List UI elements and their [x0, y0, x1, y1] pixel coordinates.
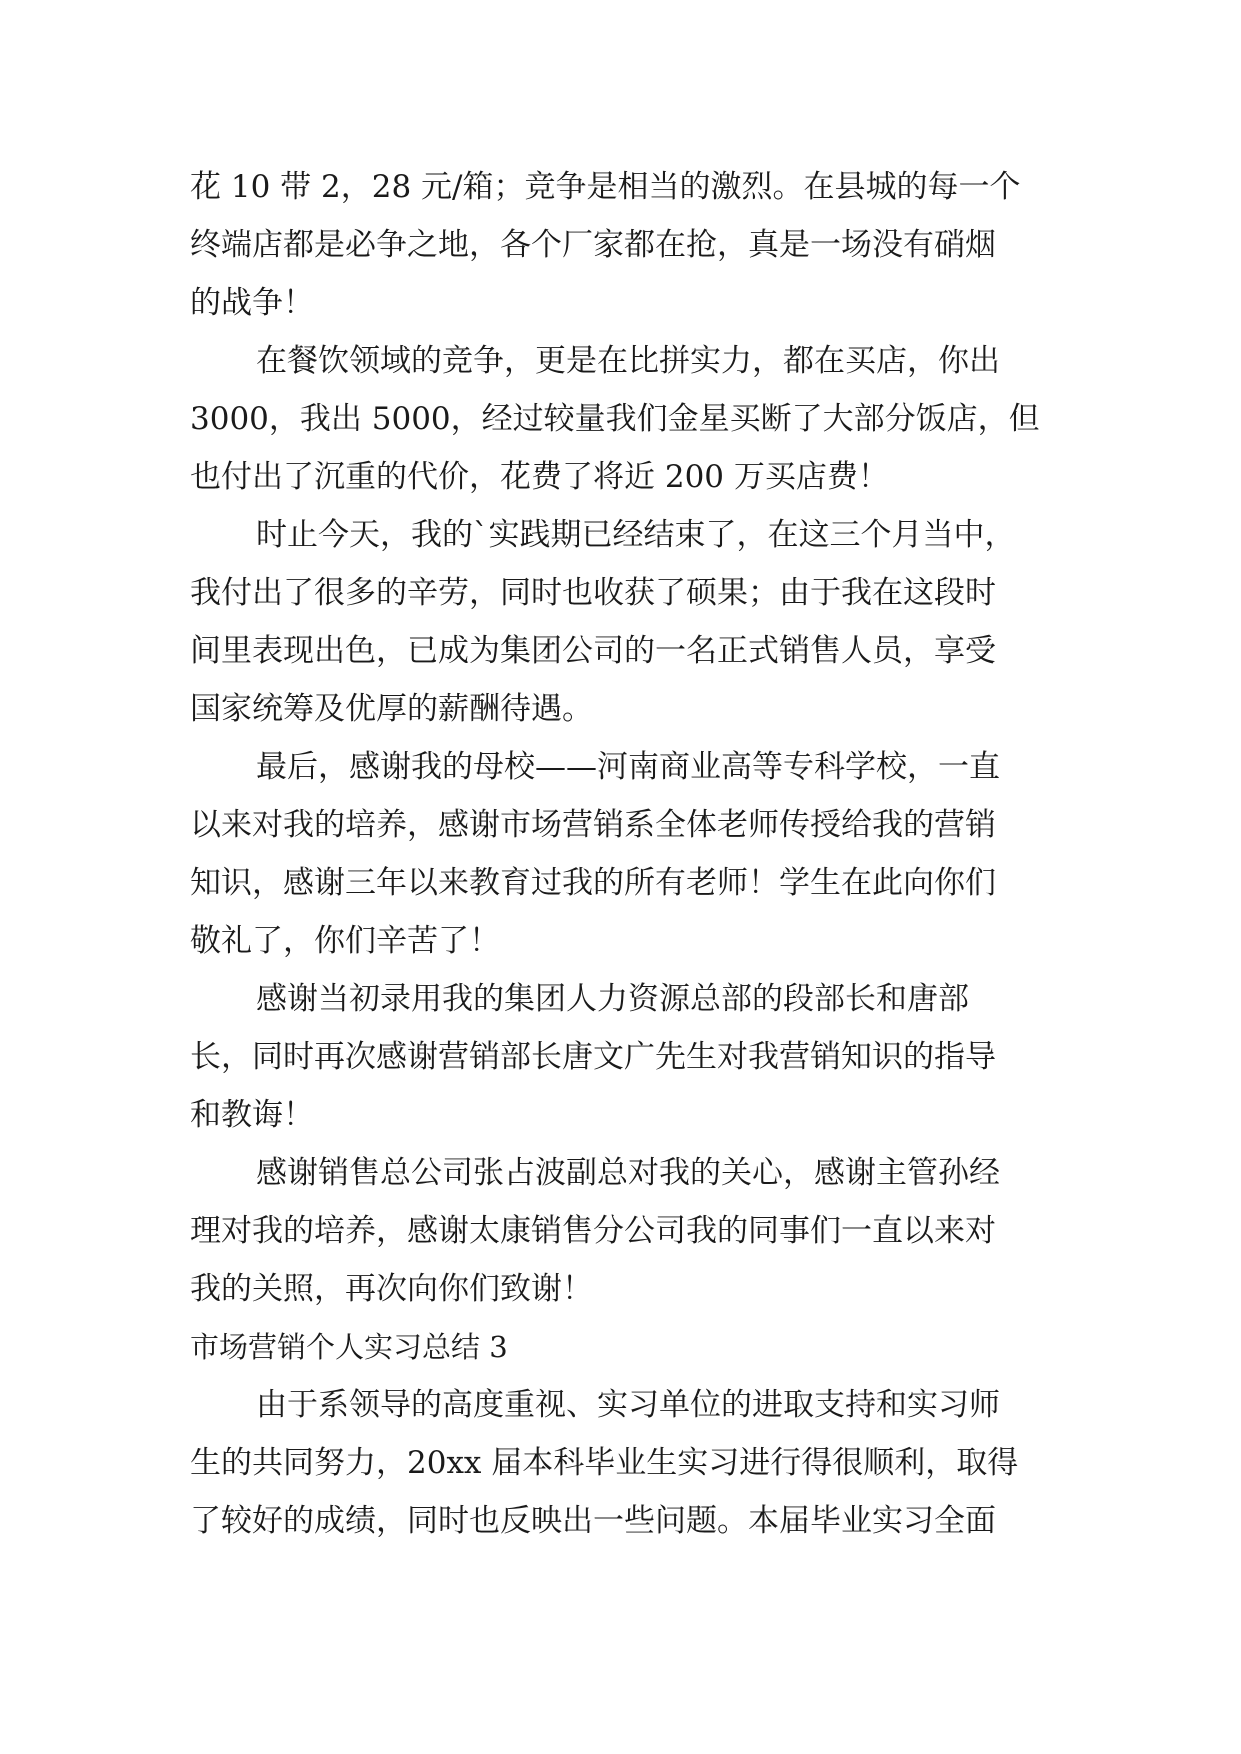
- text-line: 我付出了很多的辛劳，同时也收获了硕果；由于我在这段时: [190, 575, 996, 611]
- text-line: 终端店都是必争之地，各个厂家都在抢，真是一场没有硝烟: [190, 227, 996, 263]
- text-line: 了较好的成绩，同时也反映出一些问题。本届毕业实习全面: [190, 1503, 996, 1539]
- text-line: 最后，感谢我的母校——河南商业高等专科学校，一直: [256, 749, 1000, 785]
- text-line: 感谢当初录用我的集团人力资源总部的段部长和唐部: [256, 981, 969, 1017]
- text-line: 长，同时再次感谢营销部长唐文广先生对我营销知识的指导: [190, 1039, 996, 1075]
- section-text-block: [190, 1376, 1050, 1550]
- text-line: 时止今天，我的`实践期已经结束了，在这三个月当中，: [256, 517, 1016, 553]
- text-line: 国家统筹及优厚的薪酬待遇。: [190, 691, 593, 727]
- text-line: 间里表现出色，已成为集团公司的一名正式销售人员，享受: [190, 633, 996, 669]
- section-heading: 市场营销个人实习总结 3: [190, 1330, 508, 1364]
- text-line: 我的关照，再次向你们致谢！: [190, 1271, 593, 1307]
- text-line: 3000，我出 5000，经过较量我们金星买断了大部分饭店，但: [190, 401, 1040, 437]
- text-line: 敬礼了，你们辛苦了！: [190, 923, 500, 959]
- text-line: 理对我的培养，感谢太康销售分公司我的同事们一直以来对: [190, 1213, 996, 1249]
- text-line: 生的共同努力，20xx 届本科毕业生实习进行得很顺利，取得: [190, 1445, 1019, 1481]
- text-line: 知识，感谢三年以来教育过我的所有老师！学生在此向你们: [190, 865, 996, 901]
- document-body: [190, 158, 1050, 1550]
- text-line: 以来对我的培养，感谢市场营销系全体老师传授给我的营销: [190, 807, 996, 843]
- text-line: 由于系领导的高度重视、实习单位的进取支持和实习师: [256, 1387, 1000, 1423]
- text-line: 感谢销售总公司张占波副总对我的关心，感谢主管孙经: [256, 1155, 1000, 1191]
- text-line: 和教诲！: [190, 1097, 314, 1133]
- text-line: 花 10 带 2，28 元/箱；竞争是相当的激烈。在县城的每一个: [190, 169, 1021, 205]
- text-line: 的战争！: [190, 285, 314, 321]
- text-line: 也付出了沉重的代价，花费了将近 200 万买店费！: [190, 459, 889, 495]
- summary-text-block: [190, 158, 1050, 1318]
- text-line: 在餐饮领域的竞争，更是在比拼实力，都在买店，你出: [256, 343, 1000, 379]
